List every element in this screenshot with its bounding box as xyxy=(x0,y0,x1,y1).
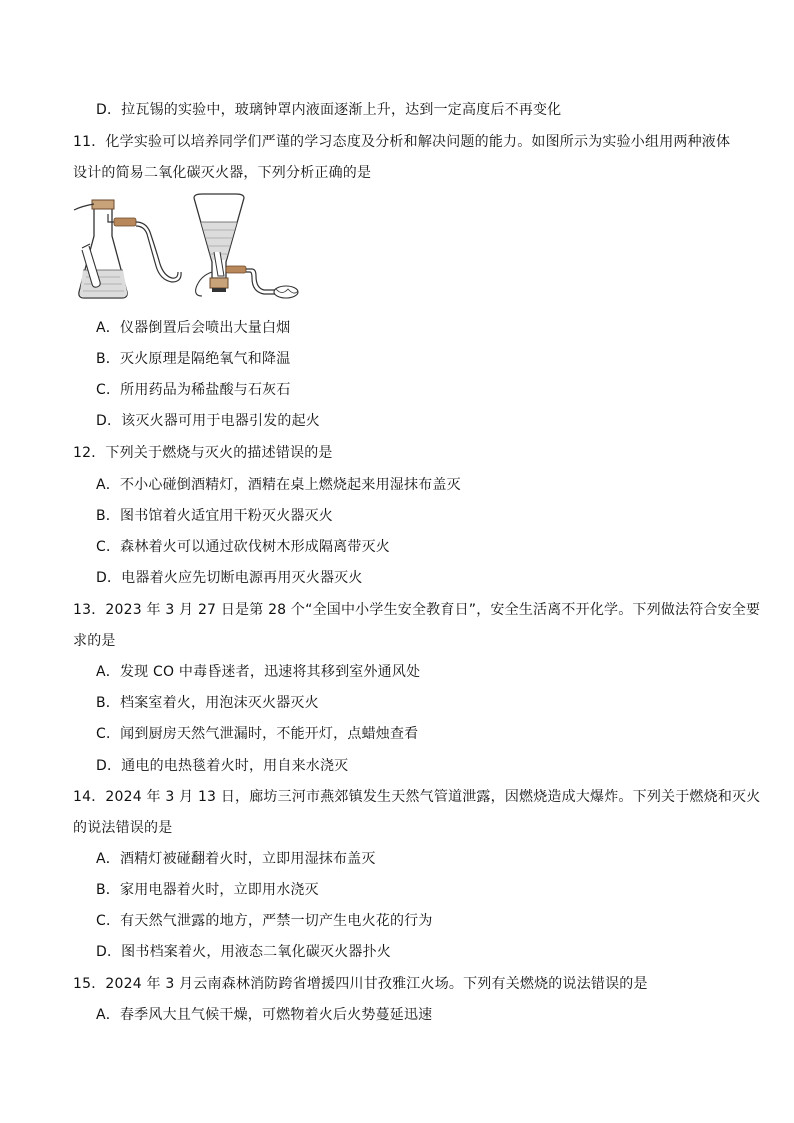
q13-stem-line-1: 13．2023 年 3 月 27 日是第 28 个“全国中小学生安全教育日”，安全生活离不开化学。下列做法符合安全要 xyxy=(73,602,761,618)
q14-stem-line-1: 14．2024 年 3 月 13 日，廊坊三河市燕郊镇发生天然气管道泄露，因燃烧造成大爆炸。下列关于燃烧和灭火 xyxy=(73,789,761,805)
q11-option-b: B．灭火原理是隔绝氧气和降温 xyxy=(96,351,291,367)
q11-option-c: C．所用药品为稀盐酸与石灰石 xyxy=(96,382,291,398)
fire-extinguisher-figure xyxy=(72,192,304,308)
q14-option-d: D．图书档案着火，用液态二氧化碳灭火器扑火 xyxy=(96,944,391,960)
q12-option-b: B．图书馆着火适宜用干粉灭火器灭火 xyxy=(96,508,334,524)
q15-stem: 15．2024 年 3 月云南森林消防跨省增援四川甘孜雅江火场。下列有关燃烧的说法错误的是 xyxy=(73,976,648,992)
q15-option-a: A．春季风大且气候干燥，可燃物着火后火势蔓延迅速 xyxy=(96,1007,433,1023)
q13-option-c: C．闻到厨房天然气泄漏时，不能开灯，点蜡烛查看 xyxy=(96,726,419,742)
q13-stem-line-2: 求的是 xyxy=(73,633,116,649)
q14-option-c: C．有天然气泄露的地方，严禁一切产生电火花的行为 xyxy=(96,913,433,929)
q13-option-d: D．通电的电热毯着火时，用自来水浇灭 xyxy=(96,758,349,774)
q11-stem-line-1: 11．化学实验可以培养同学们严谨的学习态度及分析和解决问题的能力。如图所示为实验小组用两种液体 xyxy=(73,134,731,150)
q11-option-d: D．该灭火器可用于电器引发的起火 xyxy=(96,413,320,429)
q12-option-a: A．不小心碰倒酒精灯，酒精在桌上燃烧起来用湿抹布盖灭 xyxy=(96,477,461,493)
q10-option-d: D．拉瓦锡的实验中，玻璃钟罩内液面逐渐上升，达到一定高度后不再变化 xyxy=(96,102,562,118)
q14-stem-line-2: 的说法错误的是 xyxy=(73,820,173,836)
q14-option-b: B．家用电器着火时，立即用水浇灭 xyxy=(96,882,319,898)
q13-option-a: A．发现 CO 中毒昏迷者，迅速将其移到室外通风处 xyxy=(96,664,421,680)
q11-stem-line-2: 设计的简易二氧化碳灭火器，下列分析正确的是 xyxy=(73,165,372,181)
inverted-extinguisher-illustration xyxy=(184,192,304,308)
q13-option-b: B．档案室着火，用泡沫灭火器灭火 xyxy=(96,695,319,711)
flask-apparatus-illustration xyxy=(72,192,192,304)
q12-stem: 12．下列关于燃烧与灭火的描述错误的是 xyxy=(73,445,333,461)
q12-option-d: D．电器着火应先切断电源再用灭火器灭火 xyxy=(96,570,363,586)
q12-option-c: C．森林着火可以通过砍伐树木形成隔离带灭火 xyxy=(96,539,390,555)
q11-option-a: A．仪器倒置后会喷出大量白烟 xyxy=(96,320,291,336)
q14-option-a: A．酒精灯被碰翻着火时，立即用湿抹布盖灭 xyxy=(96,851,376,867)
